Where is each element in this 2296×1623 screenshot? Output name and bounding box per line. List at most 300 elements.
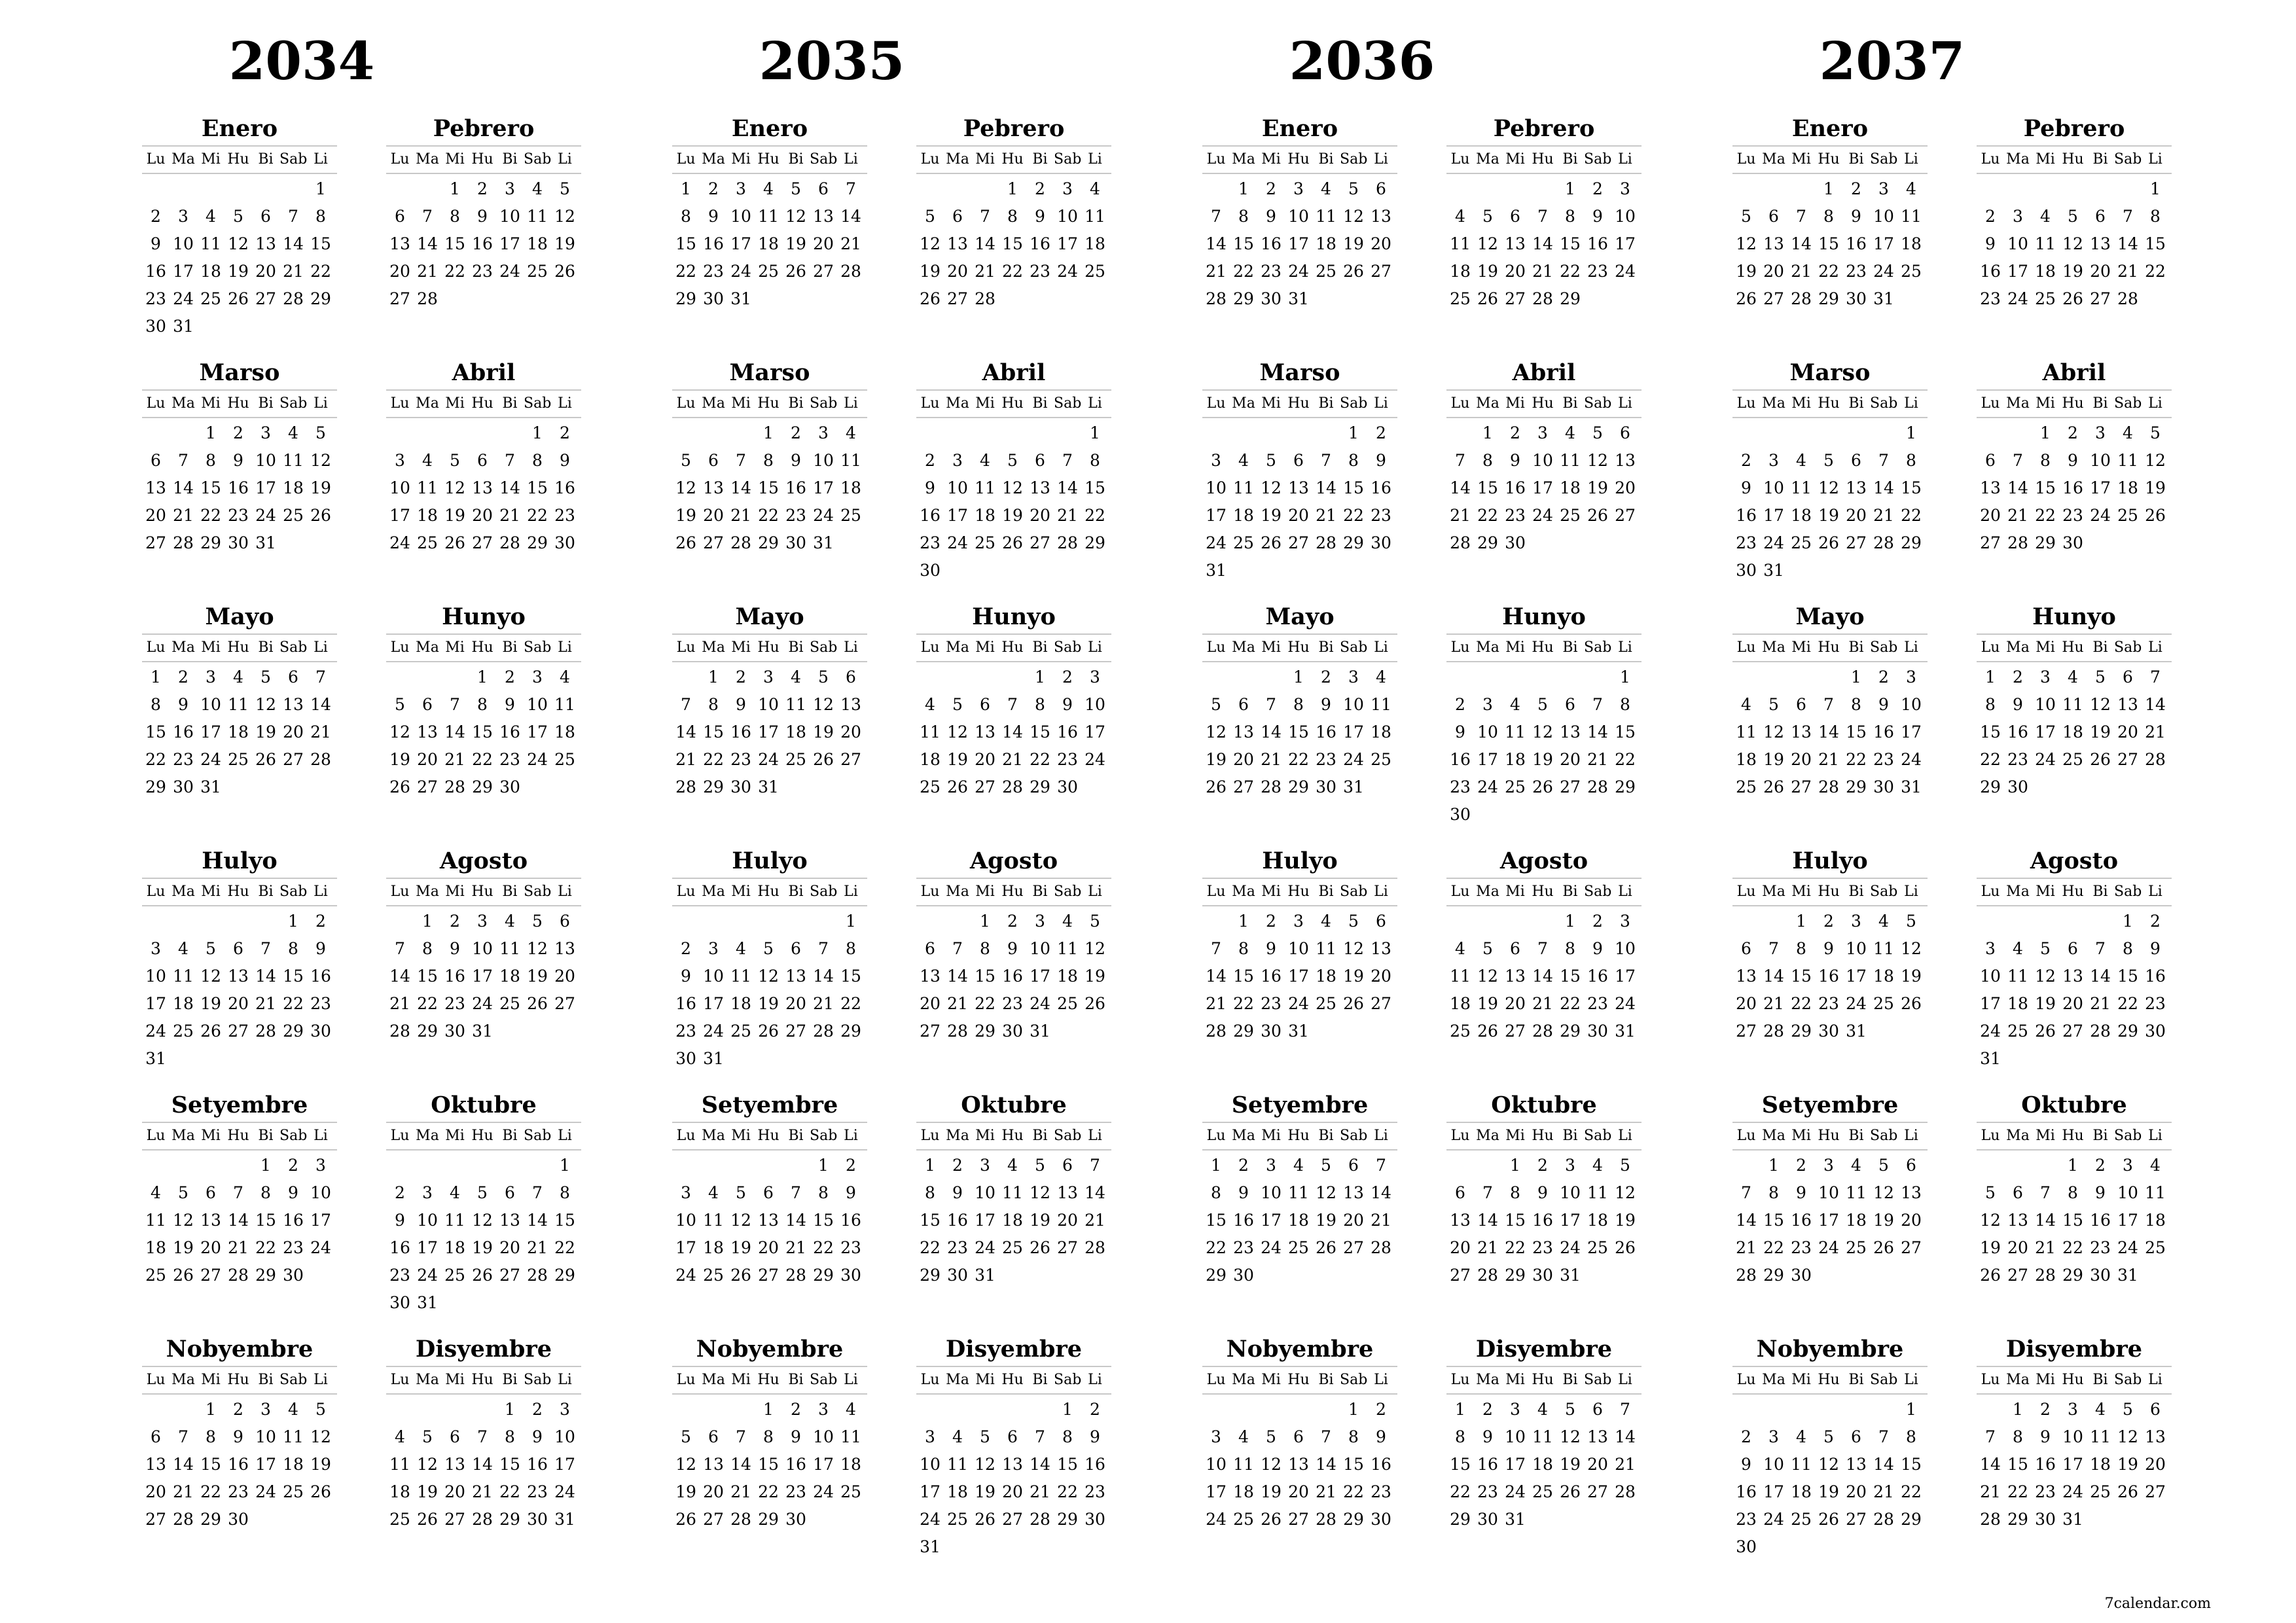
day-cell: 28 [255, 1022, 276, 1041]
weekday-label: Mi [1791, 1372, 1811, 1388]
day-cell: 9 [1741, 478, 1751, 497]
weekday-label: Bi [1848, 395, 1864, 412]
day-cell: 27 [1901, 1238, 1922, 1257]
day-cell: 30 [703, 289, 724, 308]
month-4 [1446, 355, 1641, 591]
day-cell: 17 [554, 1455, 575, 1474]
weekday-label: Sab [2114, 883, 2142, 900]
day-cell: 27 [1371, 262, 1391, 281]
weekday-label: Lu [1206, 1372, 1226, 1388]
weekday-label: Bi [788, 639, 804, 656]
day-cell: 7 [1878, 451, 1889, 470]
day-cell: 13 [145, 478, 166, 497]
day-cell: 27 [1450, 1266, 1471, 1285]
day-grid [386, 1396, 581, 1566]
weekday-label: Hu [1818, 639, 1840, 656]
weekday-label: Bi [2092, 639, 2108, 656]
day-cell: 30 [2062, 533, 2083, 552]
day-cell: 8 [1906, 1427, 1916, 1446]
day-cell: 10 [758, 695, 779, 714]
weekday-label: Sab [1054, 1128, 1082, 1144]
day-cell: 4 [1007, 1156, 1018, 1175]
day-cell: 27 [1980, 533, 2001, 552]
day-cell: 22 [283, 994, 304, 1013]
weekday-label: Lu [146, 395, 166, 412]
day-cell: 27 [145, 533, 166, 552]
day-cell: 21 [2145, 722, 2166, 741]
day-cell: 18 [1873, 967, 1894, 986]
weekday-label: Mi [445, 1372, 465, 1388]
day-cell: 28 [2145, 750, 2166, 769]
weekday-label: Mi [1791, 395, 1811, 412]
day-cell: 27 [444, 1510, 465, 1529]
day-cell: 5 [1620, 1156, 1630, 1175]
day-cell: 3 [151, 939, 161, 958]
day-cell: 1 [1007, 179, 1018, 198]
day-cell: 29 [1477, 533, 1498, 552]
day-cell: 10 [1261, 1183, 1282, 1202]
weekday-label: Bi [1032, 1372, 1048, 1388]
day-cell: 13 [554, 939, 575, 958]
weekday-label: Sab [1584, 1372, 1612, 1388]
day-cell: 19 [2062, 262, 2083, 281]
day-cell: 23 [1477, 1482, 1498, 1501]
day-cell: 1 [1348, 1400, 1359, 1419]
weekday-label: Ma [1476, 395, 1499, 412]
day-cell: 15 [1505, 1211, 1526, 1230]
month-10 [916, 1088, 1111, 1323]
month-name: Nobyembre [1756, 1336, 1904, 1363]
day-cell: 20 [2007, 1238, 2028, 1257]
day-cell: 24 [1343, 750, 1364, 769]
day-cell: 27 [1615, 506, 1636, 525]
day-cell: 27 [1560, 777, 1581, 796]
day-cell: 14 [675, 722, 696, 741]
day-cell: 8 [1238, 939, 1249, 958]
day-cell: 8 [206, 1427, 216, 1446]
day-cell: 6 [505, 1183, 515, 1202]
day-cell: 7 [315, 668, 326, 687]
month-name: Oktubre [2021, 1092, 2127, 1118]
day-cell: 26 [200, 1022, 221, 1041]
weekday-label: Sab [524, 1128, 552, 1144]
day-cell: 3 [1823, 1156, 1834, 1175]
day-grid [672, 1152, 867, 1322]
day-cell: 27 [1763, 289, 1784, 308]
day-cell: 21 [1057, 506, 1078, 525]
day-cell: 13 [1505, 234, 1526, 253]
day-cell: 25 [1002, 1238, 1023, 1257]
day-cell: 20 [920, 994, 941, 1013]
header-rule [1202, 905, 1397, 906]
day-cell: 20 [785, 994, 806, 1013]
day-cell: 4 [1293, 1156, 1304, 1175]
weekday-label: Ma [416, 395, 439, 412]
day-cell: 30 [1873, 777, 1894, 796]
day-cell: 7 [1062, 451, 1073, 470]
day-cell: 5 [315, 1400, 326, 1419]
day-cell: 25 [1901, 262, 1922, 281]
weekday-label: Bi [502, 395, 518, 412]
day-cell: 19 [813, 722, 834, 741]
day-grid [1732, 419, 1928, 590]
header-rule [386, 905, 581, 906]
day-cell: 28 [975, 289, 996, 308]
weekday-label: Li [1904, 395, 1918, 412]
month-6 [1446, 599, 1641, 835]
month-name: Hulyo [732, 847, 808, 874]
day-cell: 2 [1266, 179, 1276, 198]
day-cell: 6 [1007, 1427, 1018, 1446]
weekday-label: Hu [471, 883, 493, 900]
day-cell: 7 [178, 451, 188, 470]
day-cell: 10 [255, 1427, 276, 1446]
day-cell: 16 [1233, 1211, 1254, 1230]
day-cell: 5 [1266, 451, 1276, 470]
day-grid [1446, 175, 1641, 346]
day-cell: 2 [233, 423, 243, 442]
weekday-label: Sab [1054, 151, 1082, 168]
weekday-label: Ma [1476, 151, 1499, 168]
day-cell: 12 [527, 939, 548, 958]
day-cell: 9 [1090, 1427, 1100, 1446]
day-cell: 5 [1211, 695, 1221, 714]
day-cell: 19 [975, 1482, 996, 1501]
day-cell: 22 [1560, 994, 1581, 1013]
day-cell: 20 [417, 750, 438, 769]
weekday-label: Sab [279, 395, 308, 412]
month-11 [1202, 1332, 1397, 1567]
day-cell: 2 [315, 912, 326, 931]
weekday-label: Hu [1532, 1372, 1554, 1388]
day-cell: 28 [2035, 1266, 2056, 1285]
day-cell: 13 [1002, 1455, 1023, 1474]
day-grid [1446, 1152, 1641, 1322]
day-cell: 26 [975, 1510, 996, 1529]
day-cell: 26 [2145, 506, 2166, 525]
day-cell: 7 [1007, 695, 1018, 714]
weekday-label: Hu [471, 1372, 493, 1388]
day-cell: 23 [2145, 994, 2166, 1013]
day-cell: 13 [1587, 1427, 1608, 1446]
day-cell: 16 [554, 478, 575, 497]
day-cell: 9 [846, 1183, 856, 1202]
day-cell: 17 [1818, 1211, 1839, 1230]
weekday-label: Mi [975, 639, 995, 656]
day-cell: 31 [255, 533, 276, 552]
day-cell: 14 [1873, 1455, 1894, 1474]
day-cell: 10 [554, 1427, 575, 1446]
weekday-label: Bi [258, 883, 274, 900]
day-cell: 12 [1873, 1183, 1894, 1202]
header-rule [916, 173, 1111, 174]
month-4 [386, 355, 581, 591]
day-cell: 5 [818, 668, 829, 687]
day-cell: 20 [1371, 967, 1391, 986]
weekday-label: Sab [1340, 395, 1368, 412]
day-cell: 1 [763, 423, 774, 442]
day-cell: 9 [1482, 1427, 1493, 1446]
day-cell: 21 [1450, 506, 1471, 525]
month-name: Hunyo [1502, 603, 1586, 630]
weekday-label: Ma [171, 1372, 195, 1388]
day-cell: 25 [228, 750, 249, 769]
day-cell: 10 [1901, 695, 1922, 714]
weekday-label: Sab [1584, 1128, 1612, 1144]
day-cell: 3 [1293, 179, 1304, 198]
day-cell: 2 [1741, 1427, 1751, 1446]
day-cell: 7 [477, 1427, 488, 1446]
day-cell: 22 [472, 750, 493, 769]
day-cell: 5 [477, 1183, 488, 1202]
day-cell: 6 [206, 1183, 216, 1202]
day-cell: 4 [505, 912, 515, 931]
day-cell: 3 [1510, 1400, 1520, 1419]
day-cell: 16 [1316, 722, 1336, 741]
month-name: Nobyembre [696, 1336, 844, 1363]
weekday-label: Hu [227, 639, 249, 656]
day-cell: 11 [947, 1455, 968, 1474]
weekday-label: Mi [201, 639, 221, 656]
day-cell: 9 [1823, 939, 1834, 958]
month-name: Oktubre [961, 1092, 1067, 1118]
day-cell: 23 [785, 506, 806, 525]
day-cell: 17 [1261, 1211, 1282, 1230]
day-cell: 19 [947, 750, 968, 769]
day-cell: 19 [554, 234, 575, 253]
header-rule [1446, 1393, 1641, 1395]
day-cell: 26 [920, 289, 941, 308]
day-cell: 24 [417, 1266, 438, 1285]
day-cell: 9 [1376, 1427, 1386, 1446]
day-cell: 16 [1532, 1211, 1553, 1230]
day-cell: 18 [1736, 750, 1757, 769]
day-cell: 21 [1261, 750, 1282, 769]
day-cell: 30 [1736, 1537, 1757, 1556]
day-cell: 1 [1823, 179, 1834, 198]
weekday-header [1732, 1367, 1928, 1393]
weekday-label: Lu [1981, 395, 2000, 412]
weekday-label: Bi [788, 883, 804, 900]
day-cell: 6 [1035, 451, 1045, 470]
header-rule [386, 661, 581, 662]
day-cell: 2 [846, 1156, 856, 1175]
day-cell: 6 [925, 939, 935, 958]
day-cell: 17 [1980, 994, 2001, 1013]
day-cell: 7 [2095, 939, 2106, 958]
weekday-label: Ma [171, 883, 195, 900]
day-cell: 21 [173, 1482, 194, 1501]
weekday-header [672, 635, 867, 661]
weekday-label: Ma [2006, 395, 2030, 412]
day-cell: 1 [2068, 1156, 2078, 1175]
day-cell: 28 [1763, 1022, 1784, 1041]
day-cell: 2 [1592, 179, 1603, 198]
day-cell: 24 [1477, 777, 1498, 796]
day-cell: 22 [1560, 262, 1581, 281]
day-cell: 19 [675, 1482, 696, 1501]
day-cell: 21 [1206, 994, 1227, 1013]
day-cell: 26 [444, 533, 465, 552]
day-cell: 4 [2095, 1400, 2106, 1419]
day-cell: 19 [1736, 262, 1757, 281]
weekday-label: Lu [1450, 883, 1470, 900]
weekday-header [1202, 1123, 1397, 1149]
day-cell: 29 [1206, 1266, 1227, 1285]
day-cell: 20 [947, 262, 968, 281]
day-cell: 23 [703, 262, 724, 281]
month-5 [672, 599, 867, 835]
day-cell: 13 [1505, 967, 1526, 986]
day-cell: 20 [145, 506, 166, 525]
day-cell: 16 [310, 967, 331, 986]
day-cell: 29 [2035, 533, 2056, 552]
day-cell: 16 [1873, 722, 1894, 741]
day-cell: 17 [813, 1455, 834, 1474]
day-cell: 25 [145, 1266, 166, 1285]
weekday-label: Hu [227, 1372, 249, 1388]
day-cell: 16 [1477, 1455, 1498, 1474]
weekday-label: Bi [1562, 639, 1578, 656]
day-cell: 13 [228, 967, 249, 986]
day-cell: 21 [1316, 506, 1336, 525]
day-cell: 4 [1796, 1427, 1806, 1446]
day-cell: 20 [1736, 994, 1757, 1013]
day-cell: 30 [785, 533, 806, 552]
day-cell: 22 [1505, 1238, 1526, 1257]
header-rule [1977, 417, 2172, 418]
weekday-label: Sab [1054, 395, 1082, 412]
day-cell: 4 [178, 939, 188, 958]
day-cell: 6 [1293, 1427, 1304, 1446]
day-cell: 19 [310, 1455, 331, 1474]
weekday-label: Li [2148, 395, 2162, 412]
day-cell: 14 [527, 1211, 548, 1230]
day-cell: 6 [477, 451, 488, 470]
day-cell: 6 [1510, 207, 1520, 226]
day-cell: 19 [1818, 1482, 1839, 1501]
day-cell: 31 [975, 1266, 996, 1285]
weekday-label: Bi [1848, 639, 1864, 656]
day-cell: 30 [1233, 1266, 1254, 1285]
weekday-label: Lu [1736, 639, 1756, 656]
day-cell: 1 [315, 179, 326, 198]
weekday-header [1202, 391, 1397, 417]
day-grid [1732, 1152, 1928, 1322]
weekday-header [1446, 1367, 1641, 1393]
day-cell: 16 [389, 1238, 410, 1257]
day-cell: 26 [173, 1266, 194, 1285]
day-grid [1446, 908, 1641, 1078]
day-cell: 6 [1376, 912, 1386, 931]
day-cell: 18 [2007, 994, 2028, 1013]
weekday-label: Li [1374, 639, 1388, 656]
day-cell: 17 [675, 1238, 696, 1257]
day-cell: 13 [920, 967, 941, 986]
day-cell: 19 [1560, 1455, 1581, 1474]
day-cell: 23 [1791, 1238, 1812, 1257]
day-cell: 20 [1587, 1455, 1608, 1474]
weekday-label: Bi [502, 639, 518, 656]
day-cell: 21 [1873, 506, 1894, 525]
header-rule [1446, 661, 1641, 662]
weekday-label: Li [558, 151, 572, 168]
day-cell: 30 [444, 1022, 465, 1041]
day-cell: 9 [952, 1183, 963, 1202]
weekday-label: Mi [2036, 395, 2055, 412]
day-cell: 27 [472, 533, 493, 552]
day-cell: 22 [417, 994, 438, 1013]
day-grid [142, 1152, 337, 1322]
day-cell: 6 [1455, 1183, 1465, 1202]
day-cell: 29 [1343, 1510, 1364, 1529]
day-grid [916, 419, 1111, 590]
day-cell: 4 [151, 1183, 161, 1202]
day-cell: 12 [417, 1455, 438, 1474]
day-cell: 24 [1763, 533, 1784, 552]
day-cell: 7 [1796, 207, 1806, 226]
day-cell: 7 [1266, 695, 1276, 714]
day-cell: 13 [1560, 722, 1581, 741]
day-cell: 21 [1791, 262, 1812, 281]
weekday-label: Li [2148, 883, 2162, 900]
day-cell: 23 [1818, 994, 1839, 1013]
day-cell: 30 [785, 1510, 806, 1529]
day-cell: 28 [173, 533, 194, 552]
day-cell: 3 [1482, 695, 1493, 714]
day-cell: 13 [444, 1455, 465, 1474]
day-cell: 19 [1477, 994, 1498, 1013]
day-cell: 8 [1293, 695, 1304, 714]
day-cell: 7 [736, 1427, 746, 1446]
day-cell: 24 [2117, 1238, 2138, 1257]
day-cell: 25 [1587, 1238, 1608, 1257]
day-cell: 14 [1763, 967, 1784, 986]
day-cell: 4 [1455, 939, 1465, 958]
day-cell: 10 [255, 451, 276, 470]
weekday-label: Lu [146, 1372, 166, 1388]
weekday-label: Sab [1584, 639, 1612, 656]
day-cell: 30 [840, 1266, 861, 1285]
weekday-header [1446, 1123, 1641, 1149]
weekday-label: Lu [146, 151, 166, 168]
day-cell: 28 [2117, 289, 2138, 308]
day-cell: 10 [2062, 1427, 2083, 1446]
day-cell: 3 [1090, 668, 1100, 687]
day-cell: 9 [791, 1427, 801, 1446]
month-name: Abril [982, 359, 1046, 386]
weekday-label: Sab [810, 151, 838, 168]
day-cell: 3 [395, 451, 405, 470]
day-cell: 19 [1615, 1211, 1636, 1230]
day-cell: 3 [1266, 1156, 1276, 1175]
day-cell: 21 [785, 1238, 806, 1257]
month-name: Mayo [1265, 603, 1335, 630]
weekday-label: Lu [1206, 151, 1226, 168]
day-cell: 12 [1763, 722, 1784, 741]
day-cell: 24 [2090, 506, 2111, 525]
day-cell: 13 [758, 1211, 779, 1230]
day-cell: 25 [1316, 994, 1336, 1013]
day-cell: 26 [228, 289, 249, 308]
day-cell: 22 [1030, 750, 1050, 769]
day-cell: 29 [758, 1510, 779, 1529]
day-cell: 13 [2062, 967, 2083, 986]
day-grid [672, 419, 867, 590]
day-cell: 8 [288, 939, 298, 958]
day-cell: 28 [417, 289, 438, 308]
day-cell: 29 [1233, 289, 1254, 308]
